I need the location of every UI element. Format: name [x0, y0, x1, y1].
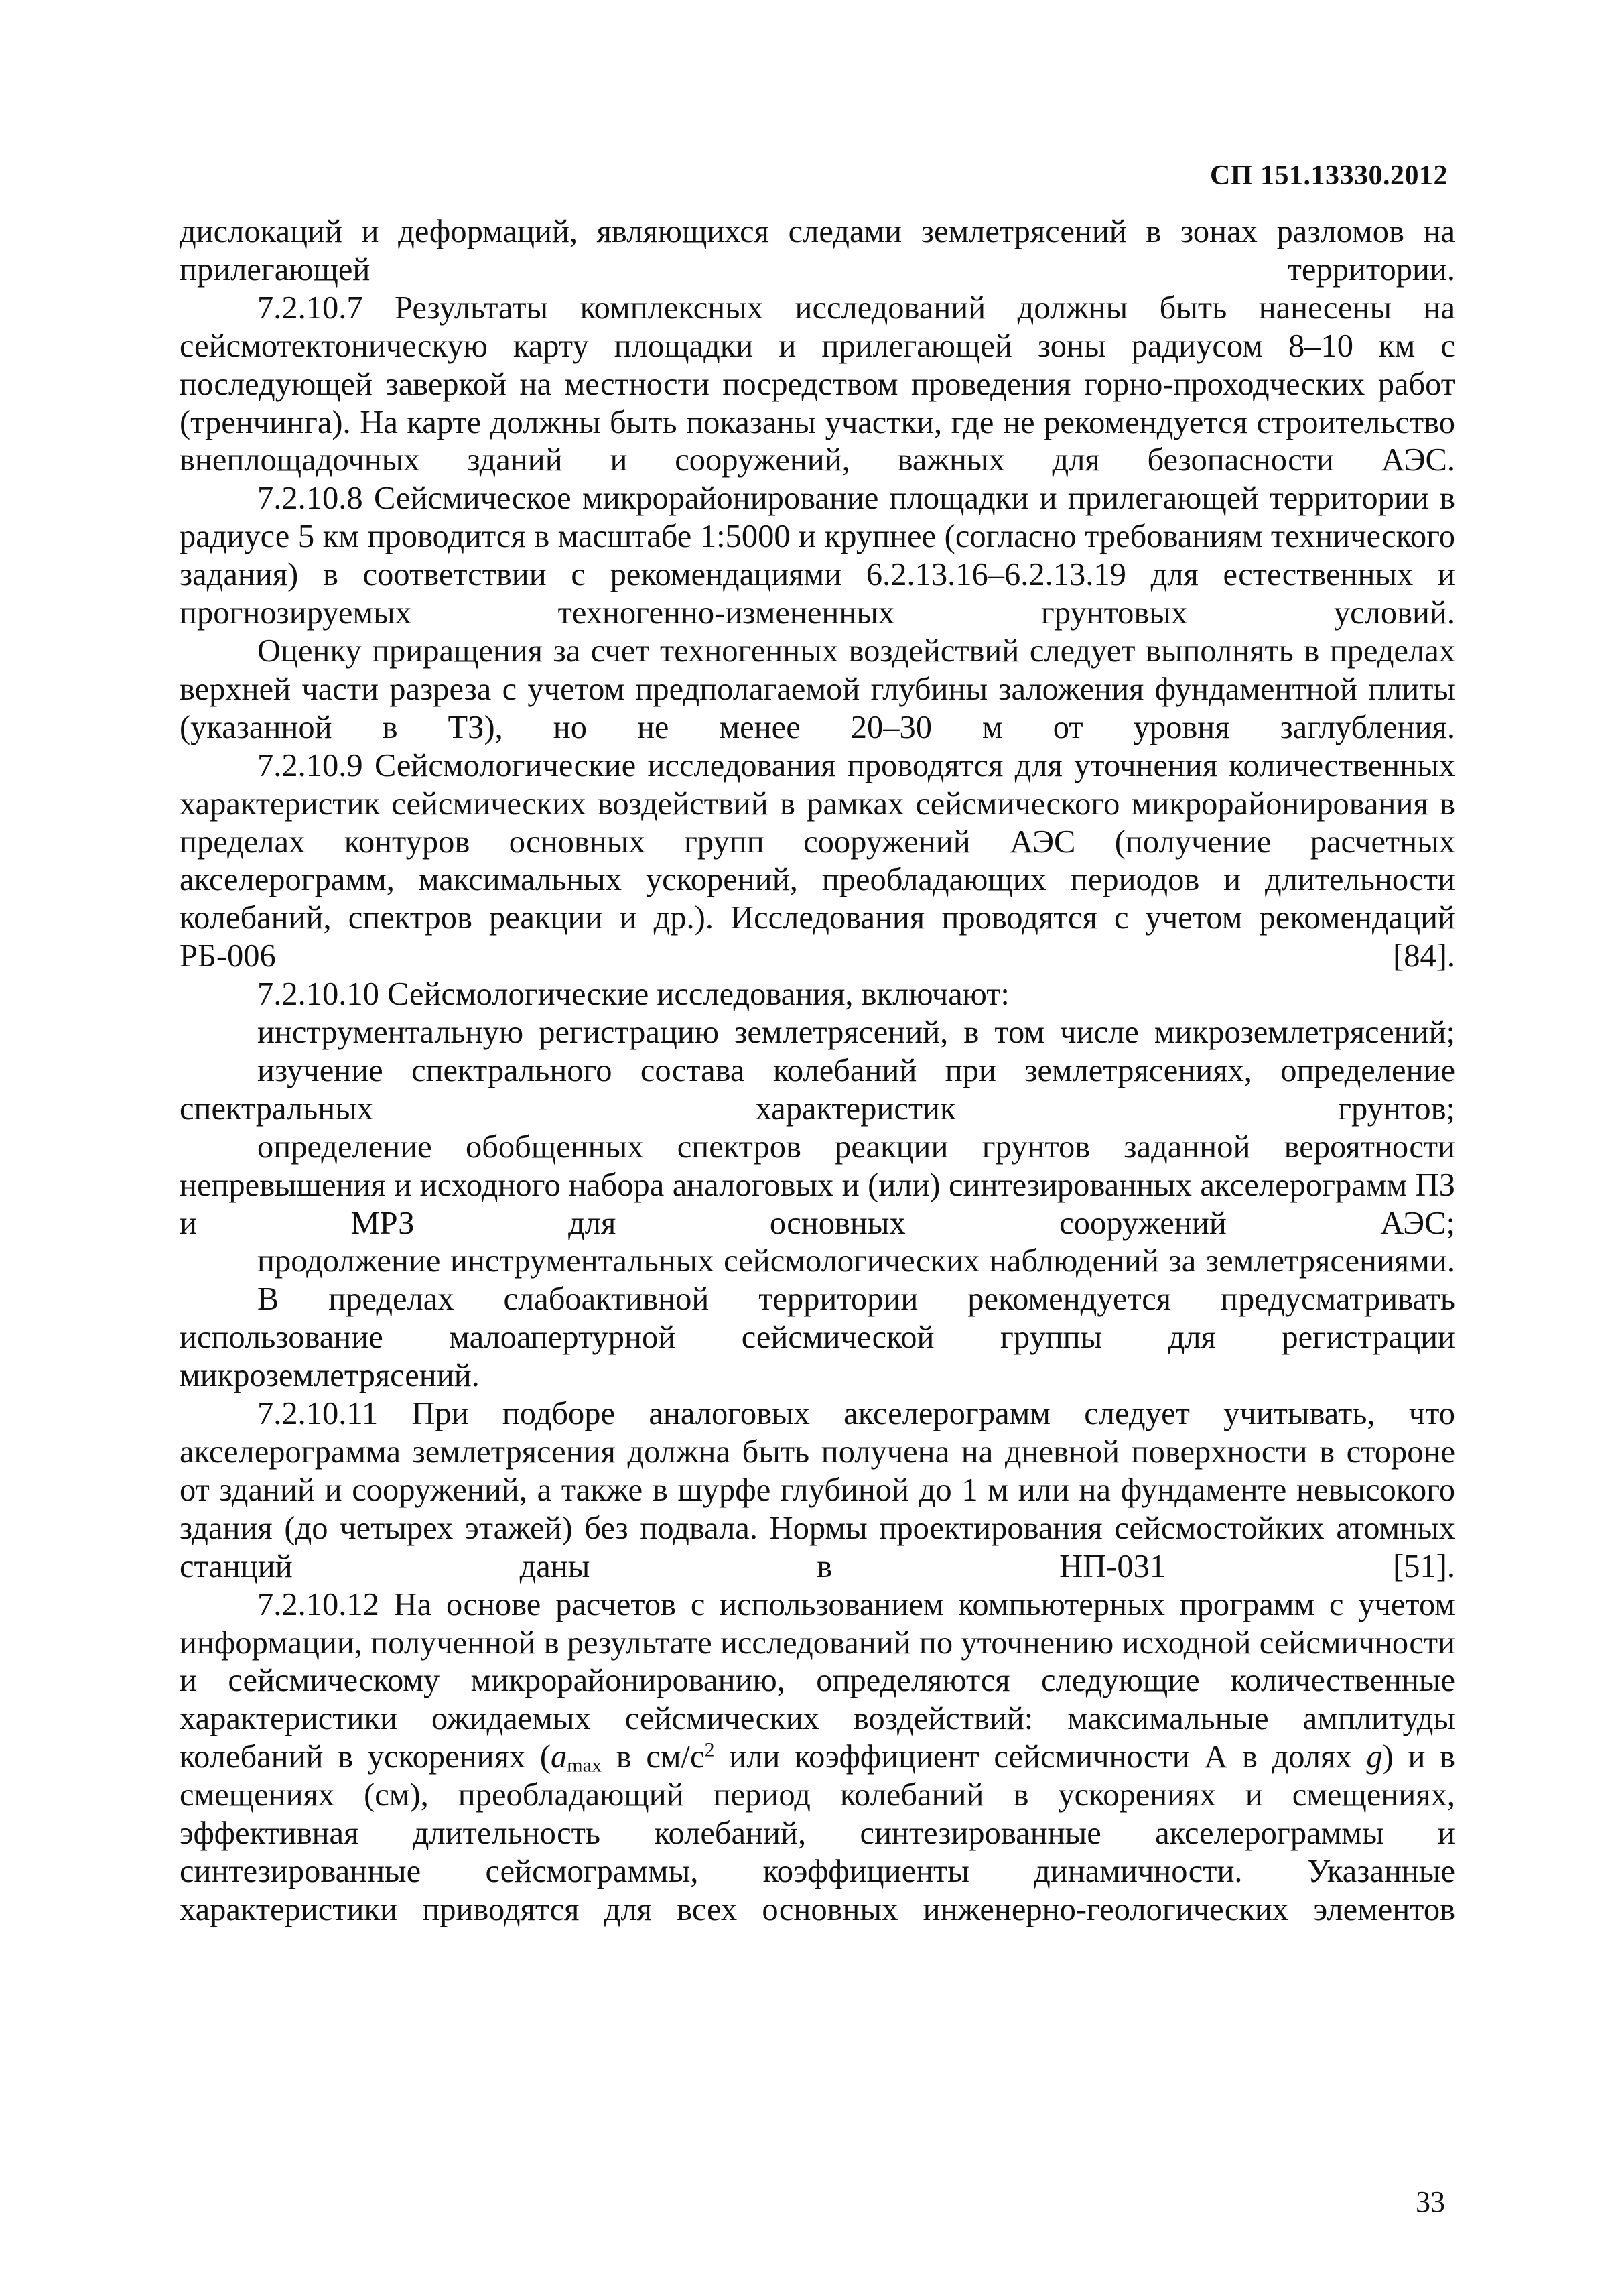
superscript-2: 2	[704, 1738, 715, 1761]
paragraph	[180, 1052, 1455, 1129]
text-line: пределах верхней части разреза с учетом предполагаемой глубины заложения	[180, 633, 1456, 707]
text-line: требованиям технического задания) в соответствии с рекомендациями	[180, 519, 1456, 593]
text-line: прилегающей территории.	[180, 251, 1455, 288]
text-line: 7.2.10.8 Сейсмическое микрорайонирование площадки и прилегающей	[257, 481, 1259, 517]
paragraph-7-2-10-12	[180, 1586, 1455, 1929]
text-line: использование малоапертурной сейсмической группы для регистрации	[180, 1320, 1455, 1356]
text-line: (получение расчетных акселерограмм, максимальных ускорений, преобладающих	[180, 824, 1456, 898]
paragraph	[180, 1281, 1455, 1395]
text-line: микрорайонирования в пределах контуров основных групп сооружений АЭС	[180, 785, 1455, 860]
paragraph	[180, 1129, 1455, 1243]
text-line: фундаментной плиты (указанной в ТЗ), но не менее 20–30 м от уровня заглубления.	[180, 671, 1455, 745]
text-line: акселерограмм ПЗ и МРЗ для основных сооружений АЭС;	[180, 1167, 1456, 1241]
text-line: смещениях, эффективная длительность колебаний, синтезированные акселерограммы и	[180, 1777, 1455, 1852]
text-line: проводятся с учетом рекомендаций РБ-006 [84].	[180, 900, 1455, 974]
text-line: строительство внеплощадочных зданий и сооружений, важных для безопасности АЭС.	[180, 404, 1455, 479]
document-code: СП 151.13330.2012	[1210, 160, 1448, 191]
text-line: Оценку приращения за счет техногенных воздействий следует выполнять в	[257, 633, 1320, 669]
paragraph	[180, 290, 1455, 481]
text-line: микроземлетрясений.	[180, 1358, 480, 1394]
paragraph	[180, 1395, 1455, 1586]
text-line: изучение спектрального состава колебаний при землетрясениях, определение	[257, 1052, 1455, 1088]
text-line: землетрясениями.	[1205, 1243, 1456, 1279]
paragraph	[180, 1014, 1455, 1052]
text-line: продолжение инструментальных сейсмологических наблюдений за	[257, 1243, 1197, 1279]
text-line: характеристики приводятся для всех основных инженерно-геологических элементов	[180, 1891, 1455, 1927]
variable-g: g	[1366, 1739, 1383, 1775]
text-line: последующей заверкой на местности посредством проведения горно-проходческих	[180, 366, 1365, 402]
text-line: инструментальную регистрацию землетрясений, в том числе	[257, 1015, 1139, 1051]
text-line: микроземлетрясений;	[1154, 1015, 1456, 1051]
variable-a: a	[551, 1739, 567, 1775]
paragraph	[180, 633, 1455, 747]
text-line: сейсмостойких атомных станций даны в НП-031 [51].	[180, 1510, 1456, 1584]
paragraph	[180, 213, 1455, 290]
text-line: сейсмотектоническую карту площадки и прилегающей зоны радиусом 8–10 км с	[180, 328, 1455, 364]
text-fragment: амплитуды колебаний в ускорениях (	[180, 1701, 1456, 1775]
text-line: 7.2.10.9 Сейсмологические исследования проводятся для уточнения	[257, 747, 1218, 783]
paragraph	[180, 1242, 1455, 1281]
text-line: 6.2.13.16–6.2.13.19 для естественных и прогнозируемых техногенно-измененных	[180, 557, 1455, 631]
text-line: количественные характеристики ожидаемых сейсмических воздействий: максимальные	[180, 1663, 1456, 1737]
paragraphs	[180, 213, 1455, 1586]
text-line: невысокого здания (до четырех этажей) без подвала. Нормы проектирования	[180, 1472, 1456, 1546]
text-line: стороне от зданий и сооружений, а также в шурфе глубиной до 1 м или на фундаменте	[180, 1434, 1455, 1508]
paragraph	[180, 480, 1455, 633]
text-line: акселерограмма землетрясения должна быть получена на дневной поверхности в	[180, 1434, 1335, 1470]
text-line: территории в радиусе 5 км проводится в масштабе 1:5000 и крупнее (согласно	[180, 481, 1456, 555]
text-line: спектральных характеристик грунтов;	[180, 1090, 1455, 1127]
text-line: сейсмичности и сейсмическому микрорайонированию, определяются следующие	[180, 1624, 1456, 1699]
text-fragment: долях	[1272, 1739, 1367, 1775]
paragraph	[180, 976, 1455, 1014]
text-fragment: или коэффициент сейсмичности А в	[714, 1739, 1258, 1775]
text-line: информации, полученной в результате исследований по уточнению исходной	[180, 1624, 1252, 1661]
text-fragment: ) и в смещениях (см), преобладающий период колебаний в ускорениях и	[180, 1739, 1456, 1813]
text-line: 7.2.10.11 При подборе аналоговых акселерограмм следует учитывать, что	[257, 1396, 1455, 1432]
text-line: периодов и длительности колебаний, спектров реакции и др.). Исследования	[180, 862, 1455, 936]
text-line: непревышения и исходного набора аналоговых и (или) синтезированных	[180, 1167, 1192, 1203]
text-line: дислокаций и деформаций, являющихся следами землетрясений в зонах разломов на	[180, 214, 1455, 249]
text-line: В пределах слабоактивной территории рекомендуется предусматривать	[257, 1281, 1455, 1318]
text-line: грунтовых условий.	[1040, 595, 1455, 631]
text-line: синтезированные сейсмограммы, коэффициенты динамичности. Указанные	[180, 1853, 1455, 1889]
text-line: 7.2.10.12 На основе расчетов с использованием компьютерных программ с учетом	[257, 1586, 1455, 1622]
body-text	[180, 213, 1455, 1929]
paragraph	[180, 747, 1455, 976]
text-fragment: в см/с	[602, 1739, 705, 1775]
text-line: работ (тренчинга). На карте должны быть показаны участки, где не рекомендуется	[180, 366, 1455, 440]
page-number: 33	[1416, 2185, 1445, 2218]
subscript-max: max	[567, 1753, 602, 1777]
text-line: 7.2.10.7 Результаты комплексных исследований должны быть нанесены на	[257, 290, 1455, 326]
text-line: количественных характеристик сейсмических воздействий в рамках сейсмического	[180, 747, 1456, 822]
text-line: определение обобщенных спектров реакции грунтов заданной вероятности	[257, 1129, 1455, 1165]
text-line: 7.2.10.10 Сейсмологические исследования, включают:	[257, 976, 1010, 1013]
